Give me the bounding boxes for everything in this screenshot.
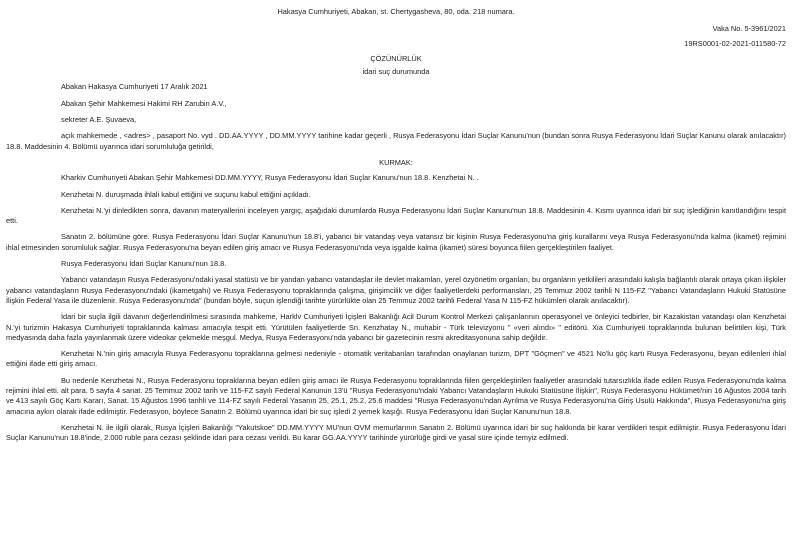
body-paragraph: Kenzhetai N. ile ilgili olarak, Rusya İçişleri Bakanlığı "Yakutskoe" DD.MM.YYYY MU'nun OVM memurlarının Sanatın 2. Bölümü uyarınca idari bir suç hakkında bir karar verdikleri tespit edilmiştir. Rusya Federasyonu İdari Suçlar Kanunu'nun 18.8'inde, 2.000 ruble para cezası şeklinde idari para cezası verildi. Bu karar GG.AA.YYYY tarihinde yürürlüğe girdi ve yasal süre içinde temyiz edilmedi. [6,422,786,443]
body-paragraph: Yabancı vatandaşın Rusya Federasyonu'ndaki yasal statüsü ve bir yandan yabancı vatandaşlar ile devlet makamları, yerel özyönetim organları, bu organların yetkilileri arasındaki kalışla bağlantılı olarak ortaya çıkan ilişkiler yabancı vatandaşların Rusya Federasyonu'ndaki (ikametgahı) ve Rusya Federasyonu topraklarında çalışma, girişimcilik ve diğer faaliyetlerdeki performansları, 25 Temmuz 2002 tarihli N 115-FZ "Yabancı Vatandaşların Hukuki Statüsüne İlişkin Federal Yasa ile düzenlenir. Rusya Federasyonu'nda" (bundan böyle, suçun işlendiği tarihte yürürlükte olan 25 Temmuz 2002 tarihli Federal Yasa N 115-FZ hükümleri olarak anılacaktır). [6,275,786,305]
body-paragraph: Rusya Federasyonu İdari Suçlar Kanunu'nun 18.8. [61,259,227,269]
document-title: ÇÖZÜNÜRLÜK [370,53,422,63]
court-address: Hakasya Cumhuriyeti, Abakan, st. Chertygasheva, 80, oda. 218 numara. [277,7,515,16]
body-paragraph: Kenzhetai N.'yi dinledikten sonra, davanın materyallerini inceleyen yargıç, aşağıdaki durumlarda Rusya Federasyonu İdari Suçlar Kanunu'nun 18.8. Maddesinin 4. Kısmı uyarınca idari bir suç işlediğinin kanıtlandığını tespit etti. [6,205,786,226]
body-paragraph: İdari bir suçla ilgili davanın değerlendirilmesi sırasında mahkeme, Harklv Cumhuriyeti İçişleri Bakanlığı Acil Durum Kontrol Merkezi çalışanlarının operasyonel ve önleyici tedbirler, bir Kazakistan vatandaşı olan Kenzhetai N.'yi turizmin Hakasya Cumhuriyeti topraklarında kalması amacıyla tespit etti. Yürütülen faaliyetlerde Sn. Kenzhatay N., muhabir - Türk televizyonu " «veri alındı» " editörü. Xia Cumhuriyeti topraklarında bulunan belirtilen kişi, Türk medyasında daha fazla yayınlanmak üzere videokar çekmekle meşgul. Medya, Rusya Federasyonu'nda yabancı bir gazetecinin resmi akreditasyonuna sahip değildir. [6,312,786,342]
body-paragraph: Kenzhetai N. duruşmada ihlali kabul ettiğini ve suçunu kabul ettiğini açıkladı. [61,189,311,199]
document-subtitle: idari suç durumunda [362,67,430,77]
intro-hearing-paragraph: açık mahkemede , <adres> , pasaport No. vyd . DD.AA.YYYY , DD.MM.YYYY tarihine kadar geçerli , Rusya Federasyonu İdari Suçlar Kanunu'nun (bundan sonra Rusya Federasyonu İdari Suçlar Kanunu olarak anılacaktır) 18.8. Maddesinin 4. Bölümü uyarınca idari sorumluluğa getirildi, [6,131,786,151]
body-paragraph: Bu nedenle Kenzhetai N., Rusya Federasyonu topraklarına beyan edilen giriş amacı ile Rusya Federasyonu topraklarında fiilen gerçekleştirilen faaliyetler arasındaki tutarsızlıkla ifade edilen Rusya Federasyonu'nda kalma rejimini ihlal etti. alt para. 5 sayfa 4 sanat. 25 Temmuz 2002 tarih ve 115-FZ sayılı Federal Kanunun 13'ü "Rusya Federasyonu'ndaki Yabancı Vatandaşların Hukuki Statüsüne İlişkin", Rusya Federasyonu Hükümeti'nin 16 Ağustos 2004 tarih ve 413 sayılı Göç Kartı Kararı, Sanat. 15 Ağustos 1996 tarihli ve 114-FZ sayılı Federal Yasanın 25, 25.1, 25.2, 25.6 maddesi "Rusya Federasyonu'ndan Ayrılma ve Rusya Federasyonu'na Giriş Usulü Hakkında", Rusya Federasyonu'na giriş amacına aykırı olarak ifade edilmiştir. Federasyon, böylece Sanatın 2. Bölümü uyarınca idari bir suç işledi 2 yemek kaşığı. Rusya Federasyonu İdari Suçlar Kanunu'nun 18.8. [6,375,786,416]
intro-secretary-line: sekreter A.E. Şuvaeva, [61,115,137,125]
intro-judge-line: Abakan Şehir Mahkemesi Hakimi RH Zarubin A.V., [61,98,227,108]
body-paragraph: Kharkiv Cumhuriyeti Abakan Şehir Mahkemesi DD.MM.YYYY, Rusya Federasyonu İdari Suçlar Kanunu'nun 18.8. Kenzhetai N. . [61,173,479,183]
case-number: Vaka No. 5-3961/2021 [712,24,786,34]
body-paragraph: Kenzhetai N.'nin giriş amacıyla Rusya Federasyonu topraklarına gelmesi nedeniyle - otomatik veritabanları tarafından onaylanan turizm, DPT "Göçmen" ve 4521 No'lu göç kartı Rusya Federasyonu, beyan edilenleri ihlal ettiğini ifade etti giriş amacı. [6,349,786,369]
case-identifier: 19RS0001-02-2021-011580-72 [684,38,786,48]
kurmak-heading: KURMAK: [379,157,413,167]
intro-date-line: Abakan Hakasya Cumhuriyeti 17 Aralık 2021 [61,82,208,92]
body-paragraph: Sanatın 2. bölümüne göre. Rusya Federasyonu İdari Suçlar Kanunu'nun 18.8'i, yabancı bir vatandaş veya vatansız bir kişinin Rusya Federasyonu'na giriş kurallarını veya Rusya Federasyonu'nda kalma (ikamet) rejimini ihlal etmesinden sorumluluk sağlar. Rusya Federasyonu'na beyan edilen giriş amacı ve Rusya Federasyonu'nda veya işgalde kalma (ikamet) süresi boyunca fiilen gerçekleştirilen faaliyet. [6,232,786,252]
